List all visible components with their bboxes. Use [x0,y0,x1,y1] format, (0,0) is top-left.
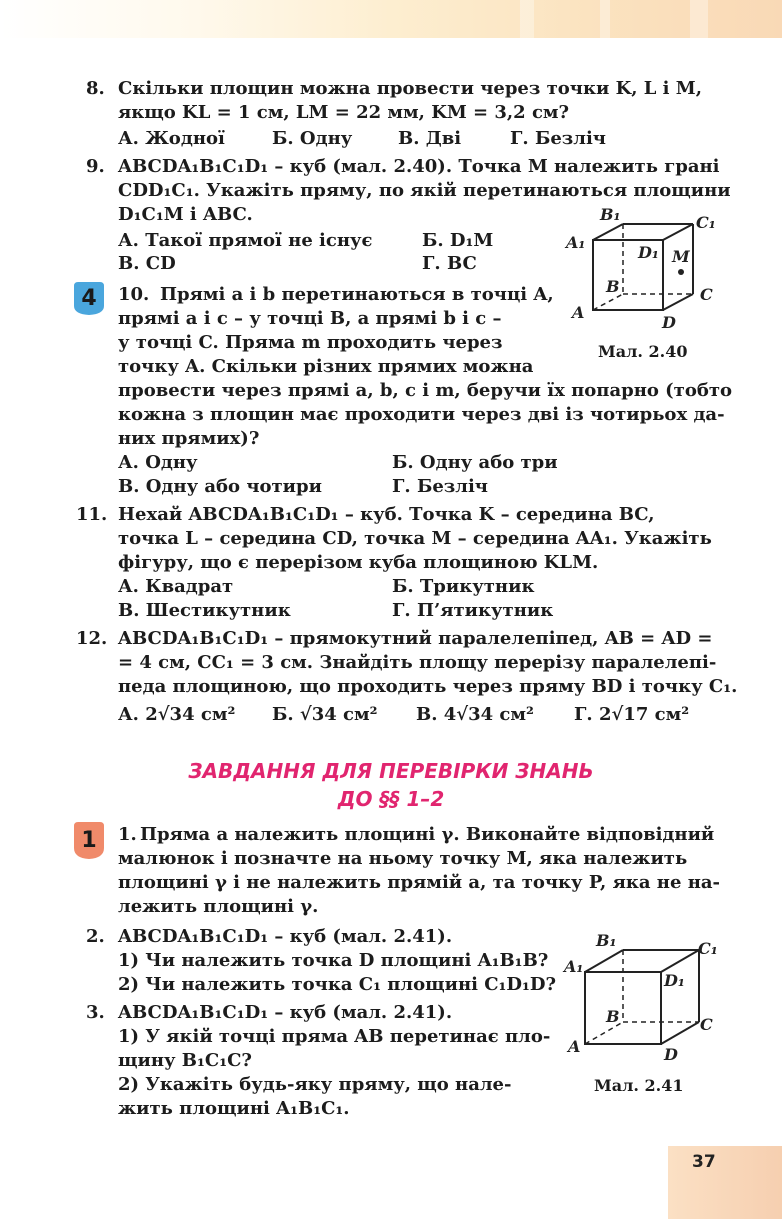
fig241-label-a: A [568,1037,581,1056]
problem-11-line-3: фігуру, що є перерізом куба площиною KLM. [118,552,599,573]
problem-9-option-b: Б. D₁M [422,230,494,251]
task-1-line-4: лежить площині γ. [118,896,319,917]
problem-10-option-a: А. Одну [118,452,198,473]
section-title-line-2: ДО §§ 1–2 [337,787,445,811]
badge-level-number: 1 [81,828,97,853]
task-1-line-2: малюнок і позначте на ньому точку M, яка належить [118,848,688,869]
problem-11-option-a: А. Квадрат [118,576,234,597]
point-m-dot [678,269,684,275]
problem-12-option-d: Г. 2√17 см² [574,704,690,725]
fig240-label-m: M [672,247,690,266]
difficulty-level-1-badge [72,820,106,860]
problem-11-option-b: Б. Трикутник [392,576,535,597]
task-2-line-1: ABCDA₁B₁C₁D₁ – куб (мал. 2.41). [118,926,453,947]
fig240-label-d: D [662,313,676,332]
task-1-number: 1. [118,824,137,845]
page-number-box [668,1146,782,1219]
problem-10-line-7: них прямих)? [118,428,260,449]
problem-8-line-1: Скільки площин можна провести через точки K, L і M, [118,78,702,99]
problem-9-option-a: А. Такої прямої не існує [118,230,373,251]
problem-9-line-1: ABCDA₁B₁C₁D₁ – куб (мал. 2.40). Точка M належить грані [118,156,720,177]
fig241-label-c: C [700,1015,713,1034]
fig240-label-d1: D₁ [638,243,659,262]
problem-11-option-d: Г. П’ятикутник [392,600,554,621]
problem-8-option-b: Б. Одну [272,128,353,149]
problem-10-line-6: кожна з площин має проходити через дві із чотирьох да- [118,404,725,425]
fig240-label-b1: B₁ [600,205,621,224]
task-3-line-3: щину B₁C₁C? [118,1050,252,1071]
problem-8-option-d: Г. Безліч [510,128,606,149]
figure-2-41-caption: Мал. 2.41 [594,1076,684,1095]
fig240-label-c: C [700,285,713,304]
problem-11-line-1: Нехай ABCDA₁B₁C₁D₁ – куб. Точка K – середина BC, [118,504,655,525]
fig240-label-c1: C₁ [696,213,716,232]
problem-11-option-c: В. Шестикутник [118,600,291,621]
problem-10-option-d: Г. Безліч [392,476,488,497]
fig240-label-a: A [572,303,585,322]
task-2-line-3: 2) Чи належить точка C₁ площині C₁D₁D? [118,974,557,995]
problem-12-option-c: В. 4√34 см² [416,704,534,725]
problem-12-line-1: ABCDA₁B₁C₁D₁ – прямокутний паралелепіпед, AB = AD = [118,628,713,649]
problem-12-option-b: Б. √34 см² [272,704,378,725]
problem-10-number: 10. [118,284,150,305]
problem-8-option-a: А. Жодної [118,128,225,149]
problem-10-option-c: В. Одну або чотири [118,476,322,497]
problem-10-option-b: Б. Одну або три [392,452,558,473]
fig241-label-c1: C₁ [698,939,718,958]
task-1-line-3: площині γ і не належить прямій a, та точку P, яка не на- [118,872,720,893]
fig241-label-d: D [664,1045,678,1064]
badge-level-number: 4 [81,286,97,311]
problem-9-option-c: В. CD [118,253,176,274]
problem-10-line-4: точку A. Скільки різних прямих можна [118,356,534,377]
difficulty-level-4-badge [72,280,106,316]
problem-11-number: 11. [76,504,108,525]
task-3-number: 3. [86,1002,105,1023]
problem-12-number: 12. [76,628,108,649]
task-1-line-1: Пряма a належить площині γ. Виконайте відповідний [140,824,715,845]
fig240-label-a1: A₁ [566,233,586,252]
fig241-label-a1: A₁ [564,957,584,976]
cube-figure-2-41 [560,926,730,1066]
problem-8-number: 8. [86,78,105,99]
top-decorative-band [0,0,782,38]
fig241-label-d1: D₁ [664,971,685,990]
task-3-line-4: 2) Укажіть будь-яку пряму, що нале- [118,1074,512,1095]
task-2-line-2: 1) Чи належить точка D площині A₁B₁B? [118,950,549,971]
problem-10-line-2: прямі a і c – у точці B, а прямі b і c – [118,308,502,329]
task-3-line-2: 1) У якій точці пряма AB перетинає пло- [118,1026,551,1047]
cube-figure-2-40 [560,200,730,335]
task-3-line-5: жить площині A₁B₁C₁. [118,1098,350,1119]
task-3-line-1: ABCDA₁B₁C₁D₁ – куб (мал. 2.41). [118,1002,453,1023]
problem-10-line-1: Прямі a і b перетинаються в точці A, [160,284,554,305]
fig241-label-b: B [606,1007,620,1026]
problem-9-number: 9. [86,156,105,177]
fig240-label-b: B [606,277,620,296]
fig241-label-b1: B₁ [596,931,617,950]
section-title-line-1: ЗАВДАННЯ ДЛЯ ПЕРЕВІРКИ ЗНАНЬ [188,759,594,783]
problem-9-option-d: Г. BC [422,253,477,274]
problem-12-line-2: = 4 см, CC₁ = 3 см. Знайдіть площу перерізу паралелепі- [118,652,717,673]
problem-9-line-2: CDD₁C₁. Укажіть пряму, по якій перетинаються площини [118,180,731,201]
problem-10-line-3: у точці C. Пряма m проходить через [118,332,503,353]
problem-12-line-3: педа площиною, що проходить через пряму BD і точку C₁. [118,676,738,697]
problem-12-option-a: А. 2√34 см² [118,704,236,725]
problem-8-option-c: В. Дві [398,128,462,149]
task-2-number: 2. [86,926,105,947]
problem-8-line-2: якщо KL = 1 см, LM = 22 мм, KM = 3,2 см? [118,102,570,123]
page-number: 37 [692,1152,716,1172]
problem-10-line-5: провести через прямі a, b, c і m, беручи їх попарно (тобто [118,380,732,401]
figure-2-40-caption: Мал. 2.40 [598,342,688,361]
problem-11-line-2: точка L – середина CD, точка M – середина AA₁. Укажіть [118,528,712,549]
problem-9-line-3: D₁C₁M і ABC. [118,204,253,225]
